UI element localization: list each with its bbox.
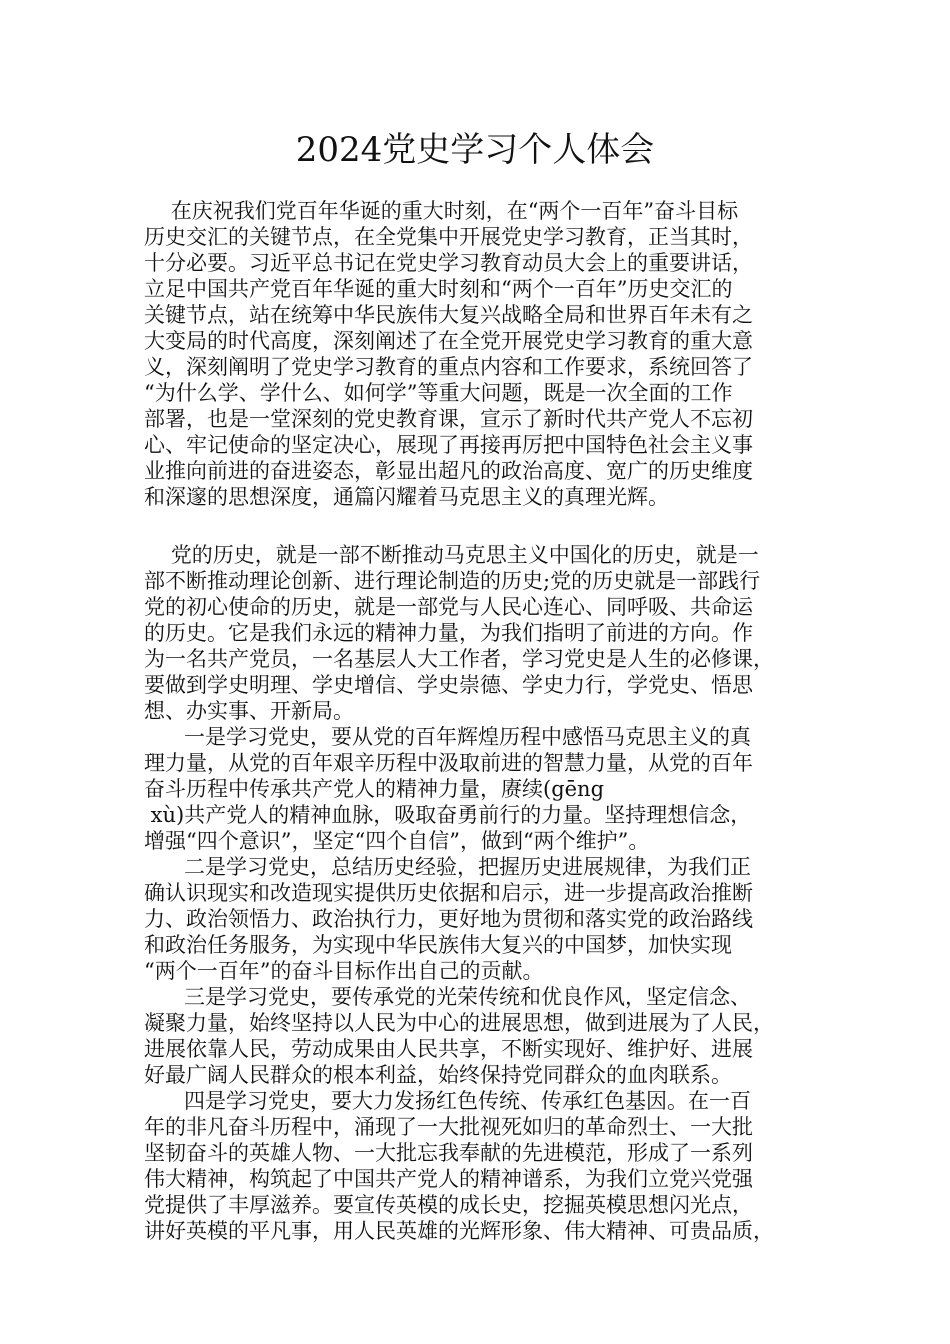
text-line: 三是学习党史，要传承党的光荣传统和优良作风，坚定信念、 [144,985,752,1009]
text-line: 为一名共产党员，一名基层人大工作者，学习党史是人生的必修课， [144,647,774,671]
text-line: 奋斗历程中传承共产党人的精神力量，赓续(gēng [144,777,605,801]
text-line: 和政治任务服务，为实现中华民族伟大复兴的中国梦，加快实现 [144,933,732,957]
text-line: 进展依靠人民，劳动成果由人民共享，不断实现好、维护好、进展 [144,1037,753,1061]
text-line: 心、牢记使命的坚定决心，展现了再接再厉把中国特色社会主义事 [144,433,753,457]
text-line: 二是学习党史，总结历史经验，把握历史进展规律，为我们正 [144,855,752,879]
text-line: xù)共产党人的精神血脉，吸取奋勇前行的力量。坚持理想信念， [144,803,752,827]
text-line: 年的非凡奋斗历程中，涌现了一大批视死如归的革命烈士、一大批 [144,1115,753,1139]
text-line: 理力量，从党的百年艰辛历程中汲取前进的智慧力量，从党的百年 [144,751,753,775]
text-line: 部署，也是一堂深刻的党史教育课，宣示了新时代共产党人不忘初 [144,407,753,431]
text-line: 讲好英模的平凡事，用人民英雄的光辉形象、伟大精神、可贵品质， [144,1219,774,1243]
text-line: 党的历史，就是一部不断推动马克思主义中国化的历史，就是一 [144,543,759,567]
text-line: 凝聚力量，始终坚持以人民为中心的进展思想，做到进展为了人民， [144,1011,774,1035]
text-line: 增强“四个意识”，坚定“四个自信”，做到“两个维护”。 [144,829,650,853]
text-line: 坚韧奋斗的英雄人物、一大批忘我奉献的先进模范，形成了一系列 [144,1141,753,1165]
text-line: 想、办实事、开新局。 [144,699,354,723]
paragraph-body [144,542,824,1244]
text-line: 大变局的时代高度，深刻阐述了在全党开展党史学习教育的重大意 [144,329,753,353]
text-line: 历史交汇的关键节点，在全党集中开展党史学习教育，正当其时， [144,225,753,249]
text-line: 关键节点，站在统筹中华民族伟大复兴战略全局和世界百年未有之 [144,303,753,327]
paragraph-intro [144,198,824,510]
text-line: 力、政治领悟力、政治执行力，更好地为贯彻和落实党的政治路线 [144,907,753,931]
text-line: 和深邃的思想深度，通篇闪耀着马克思主义的真理光辉。 [144,485,669,509]
document-title: 2024党史学习个人体会 [295,130,655,170]
text-line: 部不断推动理论创新、进行理论制造的历史;党的历史就是一部践行 [144,569,761,593]
text-line: 好最广阔人民群众的根本利益，始终保持党同群众的血肉联系。 [144,1063,732,1087]
text-line: 伟大精神，构筑起了中国共产党人的精神谱系，为我们立党兴党强 [144,1167,753,1191]
text-line: 在庆祝我们党百年华诞的重大时刻，在“两个一百年”奋斗目标 [144,199,739,223]
text-line: 党的初心使命的历史，就是一部党与人民心连心、同呼吸、共命运 [144,595,753,619]
text-line: 十分必要。习近平总书记在党史学习教育动员大会上的重要讲话， [144,251,753,275]
text-line: 党提供了丰厚滋养。要宣传英模的成长史，挖掘英模思想闪光点， [144,1193,753,1217]
text-line: 义，深刻阐明了党史学习教育的重点内容和工作要求，系统回答了 [144,355,753,379]
text-line: 四是学习党史，要大力发扬红色传统、传承红色基因。在一百 [144,1089,752,1113]
text-line: “为什么学、学什么、如何学”等重大问题，既是一次全面的工作 [144,381,733,405]
text-line: 业推向前进的奋进姿态，彰显出超凡的政治高度、宽广的历史维度 [144,459,753,483]
text-line: 立足中国共产党百年华诞的重大时刻和“两个一百年”历史交汇的 [144,277,733,301]
text-line: 一是学习党史，要从党的百年辉煌历程中感悟马克思主义的真 [144,725,752,749]
text-line: 确认识现实和改造现实提供历史依据和启示，进一步提高政治推断 [144,881,753,905]
text-line: “两个一百年”的奋斗目标作出自己的贡献。 [144,959,544,983]
text-line: 的历史。它是我们永远的精神力量，为我们指明了前进的方向。作 [144,621,753,645]
text-line: 要做到学史明理、学史增信、学史崇德、学史力行，学党史、悟思 [144,673,753,697]
